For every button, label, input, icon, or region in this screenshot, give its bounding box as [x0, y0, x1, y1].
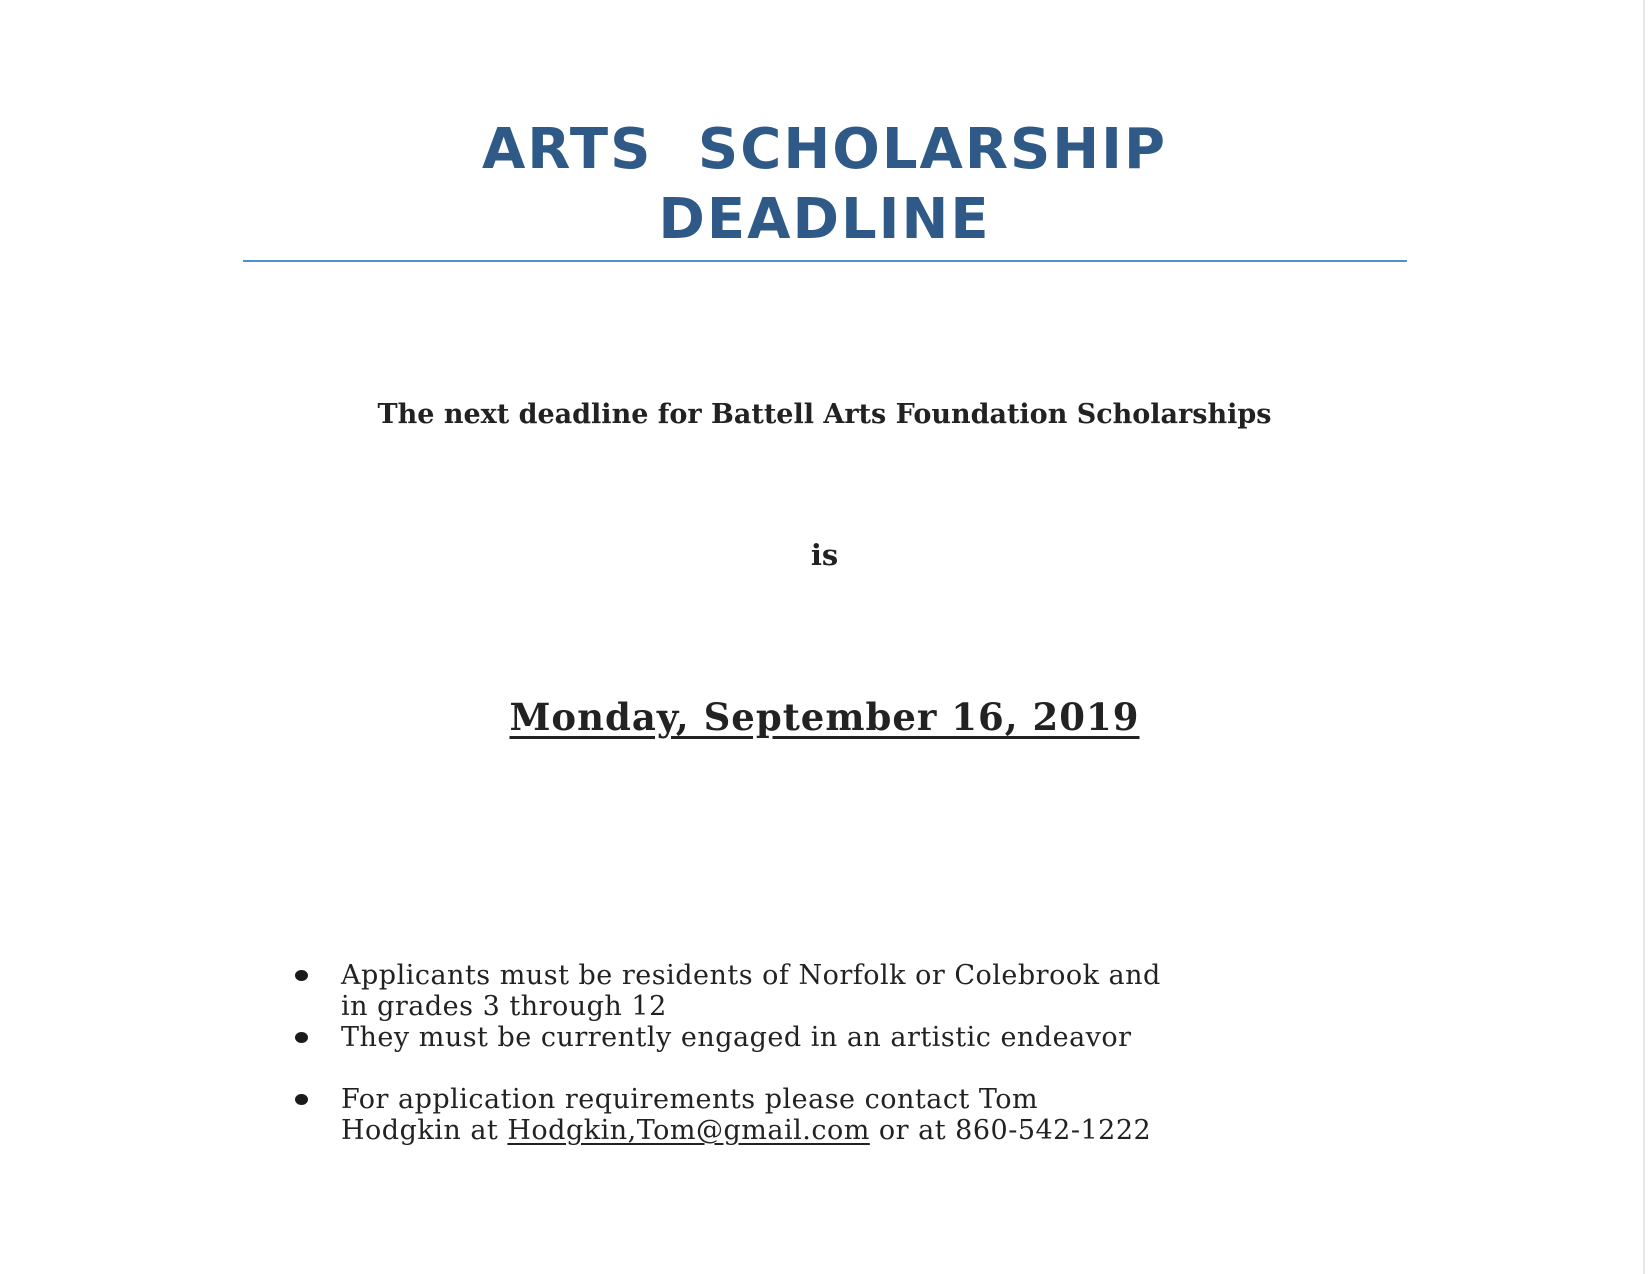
list-item-line: For application requirements please contact Tom — [341, 1084, 1039, 1115]
deadline-date-text: Monday, September 16, 2019 — [509, 695, 1140, 739]
title-divider — [243, 260, 1407, 262]
list-item-line: in grades 3 through 12 — [341, 991, 667, 1022]
bullet-icon — [295, 970, 308, 981]
bullet-icon — [295, 1094, 308, 1105]
requirements-list — [289, 960, 1419, 1146]
bullet-icon — [295, 1032, 308, 1043]
deadline-date — [0, 693, 1649, 741]
intro-text: The next deadline for Battell Arts Foundation Scholarships — [377, 399, 1272, 430]
title-line-1: ARTS SCHOLARSHIP — [481, 117, 1168, 182]
list-item — [289, 960, 1419, 1022]
is-text: is — [810, 538, 839, 572]
list-item — [289, 1084, 1419, 1146]
contact-prefix: Hodgkin at — [341, 1115, 508, 1146]
list-item-line: They must be currently engaged in an artistic endeavor — [341, 1022, 1132, 1053]
list-item-line — [341, 1115, 1419, 1146]
list-item — [289, 1022, 1419, 1053]
list-item-line: Applicants must be residents of Norfolk or Colebrook and — [341, 960, 1161, 991]
list-spacer — [289, 1053, 1419, 1084]
contact-phone: or at 860-542-1222 — [869, 1115, 1152, 1146]
title-line-2: DEADLINE — [658, 187, 991, 252]
email-link[interactable]: Hodgkin,Tom@gmail.com — [507, 1115, 870, 1146]
